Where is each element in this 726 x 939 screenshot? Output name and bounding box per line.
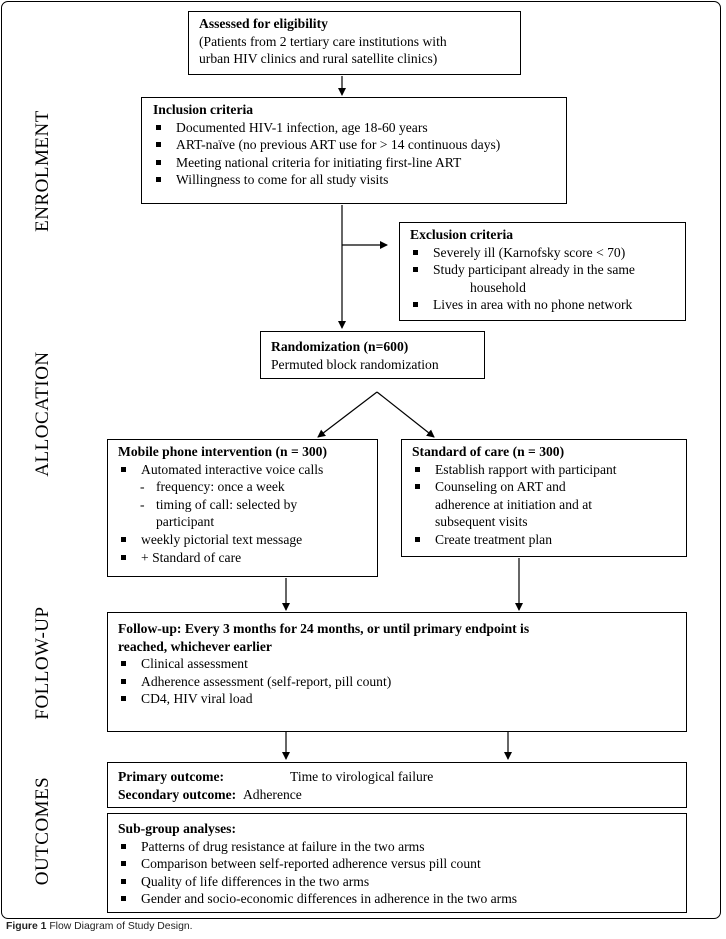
intervention-subitem: - timing of call: selected by [140, 496, 298, 512]
standard-title: Standard of care (n = 300) [412, 444, 565, 459]
section-label-outcomes: OUTCOMES [32, 776, 53, 886]
followup-title-continuation: reached, whichever earlier [118, 638, 272, 654]
inclusion-title: Inclusion criteria [153, 102, 254, 117]
subgroup-item: Gender and socio-economic differences in adherence in the two arms [118, 890, 676, 908]
exclusion-item-continuation: household [470, 279, 526, 295]
followup-item: Adherence assessment (self-report, pill count) [118, 673, 676, 691]
randomization-title: Randomization (n=600) [271, 339, 409, 354]
subgroup-box [107, 813, 687, 913]
assessed-title: Assessed for eligibility [199, 16, 328, 31]
standard-item: Create treatment plan [412, 531, 676, 549]
exclusion-item: Lives in area with no phone network [410, 296, 675, 314]
intervention-subitem: - frequency: once a week [140, 479, 285, 495]
secondary-outcome-label: Secondary outcome: [118, 786, 237, 802]
assessed-box [188, 11, 521, 75]
arrow-randomization-to-intervention [318, 392, 377, 437]
outcomes-box [107, 762, 687, 808]
secondary-outcome-row [118, 786, 676, 804]
subgroup-title: Sub-group analyses: [118, 821, 236, 836]
intervention-item: Automated interactive voice calls [118, 461, 367, 479]
caption-text: Flow Diagram of Study Design. [49, 921, 193, 932]
section-label-follow-up: FOLLOW-UP [32, 606, 53, 720]
standard-item-continuation: subsequent visits [435, 514, 528, 530]
intervention-subitem-continuation: participant [156, 514, 215, 530]
standard-box [401, 439, 687, 557]
primary-outcome-label: Primary outcome: [118, 769, 225, 784]
inclusion-item: Documented HIV-1 infection, age 18-60 years [153, 119, 556, 137]
arrow-randomization-to-standard [377, 392, 434, 437]
exclusion-item: Study participant already in the same [410, 261, 675, 279]
intervention-box [107, 439, 378, 577]
followup-box [107, 612, 687, 732]
primary-outcome-row [118, 768, 676, 786]
followup-title: Follow-up: Every 3 months for 24 months, or until primary endpoint is [118, 621, 530, 636]
subgroup-item: Comparison between self-reported adherence versus pill count [118, 855, 676, 873]
primary-outcome-value: Time to virological failure [290, 769, 434, 784]
section-label-enrolment: ENROLMENT [32, 110, 53, 232]
subgroup-item: Patterns of drug resistance at failure in the two arms [118, 838, 676, 856]
intervention-item: + Standard of care [118, 549, 367, 567]
assessed-line-2: urban HIV clinics and rural satellite clinics) [199, 51, 438, 67]
intervention-item: weekly pictorial text message [118, 531, 367, 549]
intervention-title: Mobile phone intervention (n = 300) [118, 444, 328, 459]
section-label-allocation: ALLOCATION [32, 351, 53, 477]
followup-item: CD4, HIV viral load [118, 690, 676, 708]
randomization-subtitle: Permuted block randomization [271, 356, 439, 372]
exclusion-title: Exclusion criteria [410, 227, 514, 242]
assessed-line-1: (Patients from 2 tertiary care institutions with [199, 33, 447, 49]
standard-item: Counseling on ART and [412, 478, 676, 496]
inclusion-item: Willingness to come for all study visits [153, 171, 556, 189]
inclusion-item: ART-naïve (no previous ART use for > 14 continuous days) [153, 136, 556, 154]
randomization-box [260, 331, 485, 379]
standard-item-continuation: adherence at initiation and at [435, 496, 593, 512]
inclusion-box [141, 97, 567, 204]
subgroup-item: Quality of life differences in the two arms [118, 873, 676, 891]
followup-item: Clinical assessment [118, 655, 676, 673]
caption-label: Figure 1 [6, 921, 47, 932]
exclusion-box [399, 222, 686, 321]
exclusion-item: Severely ill (Karnofsky score < 70) [410, 244, 675, 262]
figure-caption [6, 921, 193, 932]
secondary-outcome-value: Adherence [242, 786, 302, 802]
inclusion-item: Meeting national criteria for initiating first-line ART [153, 154, 556, 172]
standard-item: Establish rapport with participant [412, 461, 676, 479]
